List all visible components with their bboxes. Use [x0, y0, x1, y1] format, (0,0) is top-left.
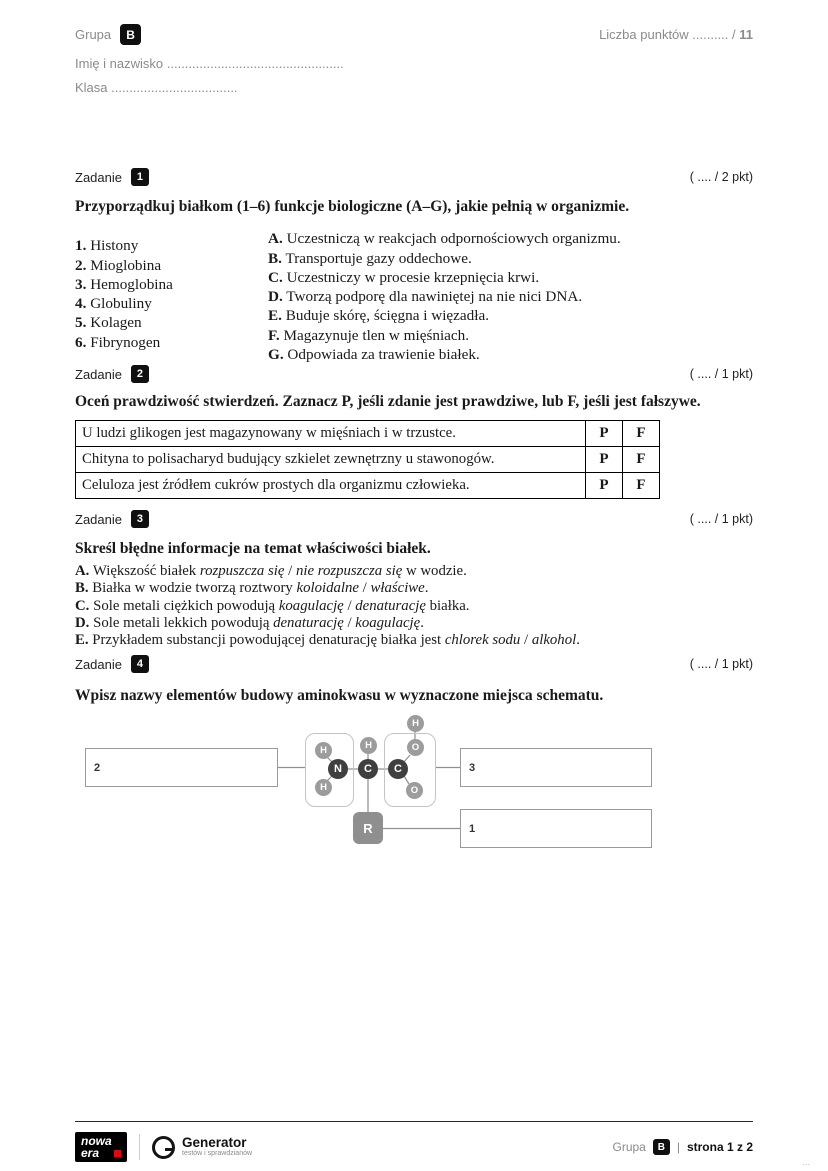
item-pre: Przykładem substancji powodującej denaturację białka jest — [92, 632, 445, 649]
function-item — [268, 306, 621, 325]
item-option-1: koloidalne — [296, 580, 359, 597]
item-option-1: rozpuszcza się — [199, 563, 285, 580]
item-pre: Sole metali ciężkich powodują — [93, 597, 279, 614]
item-option-2: alkohol — [531, 632, 577, 649]
item-post: w wodzie. — [402, 563, 467, 580]
protein-item — [75, 275, 268, 294]
group-label: Grupa — [75, 27, 112, 42]
name-field-line: Imię i nazwisko ................................................. — [75, 56, 344, 71]
nowa-era-logo — [75, 1132, 127, 1162]
item-letter: B. — [75, 580, 89, 597]
item-post: . — [424, 580, 429, 597]
function-text: Uczestniczy w procesie krzepnięcia krwi. — [286, 268, 540, 286]
page-number: strona 1 z 2 — [686, 1140, 753, 1154]
item-pre: Białka w wodzie tworzą roztwory — [92, 580, 297, 597]
answer-box-1-number: 1 — [469, 822, 476, 835]
protein-name: Histony — [90, 237, 139, 255]
task1-label: Zadanie — [75, 169, 122, 185]
protein-item — [75, 236, 268, 255]
protein-name: Globuliny — [90, 295, 152, 313]
hydrogen-atom: H — [315, 779, 332, 796]
table-row — [76, 447, 660, 473]
function-text: Buduje skórę, ścięgna i więzadła. — [285, 307, 490, 325]
points-total-line — [599, 27, 753, 42]
item-post: . — [420, 614, 424, 631]
item-separator: / — [358, 580, 371, 597]
nitrogen-atom: N — [328, 759, 348, 779]
task3-label: Zadanie — [75, 511, 122, 527]
false-cell[interactable]: F — [623, 447, 660, 473]
function-text: Magazynuje tlen w mięśniach. — [283, 326, 470, 344]
function-item — [268, 268, 621, 287]
protein-num: 3. — [75, 275, 87, 293]
footer-group-badge: B — [653, 1139, 670, 1155]
true-false-table — [75, 420, 660, 499]
function-letter: B. — [268, 249, 282, 267]
function-item — [268, 229, 621, 248]
footer-divider — [75, 1121, 753, 1122]
item-option-2: koagulację — [355, 614, 421, 631]
table-row — [76, 473, 660, 499]
class-field-line: Klasa ................................... — [75, 80, 238, 95]
statement-cell: U ludzi glikogen jest magazynowany w mięśniach i w trzustce. — [76, 421, 586, 447]
item-letter: E. — [75, 632, 89, 649]
protein-item — [75, 294, 268, 313]
item-letter: C. — [75, 597, 90, 614]
true-cell[interactable]: P — [586, 421, 623, 447]
corner-ellipsis: ... — [802, 1157, 810, 1167]
true-cell[interactable]: P — [586, 473, 623, 499]
function-item — [268, 287, 621, 306]
task3-title: Skreśl błędne informacje na temat właściwości białek. — [75, 540, 431, 557]
function-letter: C. — [268, 268, 283, 286]
protein-num: 4. — [75, 295, 87, 313]
hydrogen-atom: H — [315, 742, 332, 759]
task1-columns — [75, 229, 753, 364]
points-label: Liczba punktów .......... / — [599, 27, 740, 42]
task-1 — [75, 168, 753, 364]
protein-num: 6. — [75, 333, 87, 351]
statement-cell: Chityna to polisacharyd budujący szkielet zewnętrzny u stawonogów. — [76, 447, 586, 473]
task2-number-badge: 2 — [131, 365, 149, 383]
protein-list — [75, 229, 268, 364]
item-letter: D. — [75, 614, 90, 631]
footer-vertical-divider — [139, 1134, 140, 1160]
carboxyl-carbon-atom: C — [388, 759, 408, 779]
function-letter: G. — [268, 346, 284, 364]
item-option-2: nie rozpuszcza się — [295, 563, 403, 580]
task-2 — [75, 365, 753, 499]
strike-option-item — [75, 632, 753, 649]
item-separator: / — [343, 614, 356, 631]
item-pre: Sole metali lekkich powodują — [93, 614, 274, 631]
strike-option-item — [75, 598, 753, 615]
item-option-2: właściwe — [370, 580, 425, 597]
hydrogen-atom: H — [360, 737, 377, 754]
strike-option-item — [75, 563, 753, 580]
task2-title: Oceń prawdziwość stwierdzeń. Zaznacz P, jeśli zdanie jest prawdziwe, lub F, jeśli jest fałszywe. — [75, 393, 701, 410]
page-header — [75, 24, 753, 95]
function-letter: E. — [268, 307, 282, 325]
item-option-1: koagulację — [278, 597, 344, 614]
protein-name: Mioglobina — [90, 256, 162, 274]
task1-points: ( .... / 2 pkt) — [689, 170, 753, 184]
answer-box-1[interactable] — [460, 809, 652, 848]
brand-red-square — [114, 1150, 121, 1157]
points-max: 11 — [739, 27, 753, 42]
protein-name: Fibrynogen — [90, 333, 161, 351]
task2-label: Zadanie — [75, 366, 122, 382]
page-footer — [75, 1121, 753, 1162]
strike-option-item — [75, 615, 753, 632]
protein-num: 1. — [75, 237, 87, 255]
group-letter-badge: B — [120, 24, 141, 45]
item-pre: Większość białek — [92, 563, 200, 580]
task1-title: Przyporządkuj białkom (1–6) funkcje biologiczne (A–G), jakie pełnią w organizmie. — [75, 198, 630, 215]
hydrogen-atom: H — [407, 715, 424, 732]
true-cell[interactable]: P — [586, 447, 623, 473]
strike-option-item — [75, 580, 753, 597]
oxygen-atom: O — [407, 739, 424, 756]
function-letter: D. — [268, 288, 283, 306]
generator-subtitle: testów i sprawdzianów — [182, 1150, 253, 1157]
alpha-carbon-atom: C — [358, 759, 378, 779]
r-group-box: R — [353, 812, 383, 844]
task1-number-badge: 1 — [131, 168, 149, 186]
statement-cell: Celuloza jest źródłem cukrów prostych dla organizmu człowieka. — [76, 473, 586, 499]
function-text: Tworzą podporę dla nawiniętej na nie nici DNA. — [286, 288, 583, 306]
function-list — [268, 229, 621, 364]
function-item — [268, 249, 621, 268]
task3-points: ( .... / 1 pkt) — [689, 512, 753, 526]
task-4 — [75, 655, 753, 869]
footer-group-label: Grupa — [612, 1140, 646, 1154]
function-text: Odpowiada za trawienie białek. — [287, 346, 480, 364]
item-separator: / — [520, 632, 532, 649]
answer-box-3-number: 3 — [469, 761, 476, 774]
protein-name: Kolagen — [90, 314, 142, 332]
item-post: białka. — [425, 597, 470, 614]
strike-options-list — [75, 563, 753, 649]
protein-num: 5. — [75, 314, 87, 332]
item-separator: / — [284, 563, 296, 580]
function-text: Transportuje gazy oddechowe. — [285, 249, 472, 267]
footer-separator: | — [676, 1140, 680, 1154]
task-3 — [75, 510, 753, 649]
table-row — [76, 421, 660, 447]
task4-label: Zadanie — [75, 656, 122, 672]
task3-number-badge: 3 — [131, 510, 149, 528]
false-cell[interactable]: F — [623, 473, 660, 499]
task4-points: ( .... / 1 pkt) — [689, 657, 753, 671]
item-letter: A. — [75, 563, 90, 580]
task2-points: ( .... / 1 pkt) — [689, 367, 753, 381]
oxygen-atom: O — [406, 782, 423, 799]
protein-item — [75, 256, 268, 275]
generator-title: Generator — [182, 1135, 247, 1150]
generator-logo — [152, 1136, 252, 1159]
answer-box-2[interactable] — [85, 748, 278, 787]
item-separator: / — [343, 597, 356, 614]
item-option-1: chlorek sodu — [444, 632, 521, 649]
answer-box-3[interactable] — [460, 748, 652, 787]
item-option-2: denaturację — [355, 597, 426, 614]
answer-box-2-number: 2 — [94, 761, 101, 774]
function-item — [268, 326, 621, 345]
function-letter: A. — [268, 230, 283, 248]
function-item — [268, 345, 621, 364]
brand-nowa: nowa — [81, 1134, 112, 1148]
protein-item — [75, 333, 268, 352]
task4-title: Wpisz nazwy elementów budowy aminokwasu w wyznaczone miejsca schematu. — [75, 687, 604, 704]
item-option-1: denaturację — [273, 614, 344, 631]
function-letter: F. — [268, 326, 280, 344]
item-post: . — [576, 632, 580, 649]
false-cell[interactable]: F — [623, 421, 660, 447]
protein-name: Hemoglobina — [90, 275, 173, 293]
function-text: Uczestniczą w reakcjach odpornościowych organizmu. — [286, 230, 621, 248]
protein-num: 2. — [75, 256, 87, 274]
task4-number-badge: 4 — [131, 655, 149, 673]
amino-acid-diagram — [75, 709, 753, 869]
footer-page-info — [612, 1139, 753, 1155]
brand-era: era — [81, 1146, 100, 1160]
generator-g-icon — [152, 1136, 175, 1159]
protein-item — [75, 313, 268, 332]
